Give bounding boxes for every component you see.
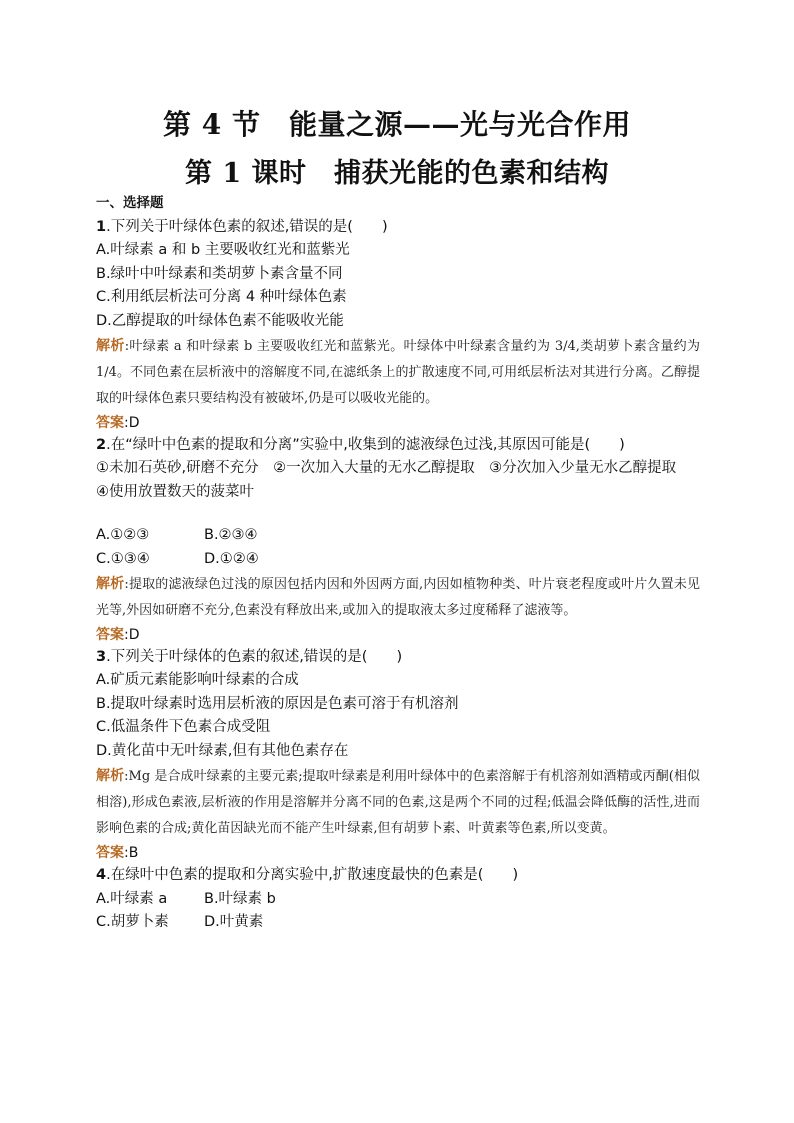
question-number: 3 [96, 649, 107, 666]
explanation-label: 解析 [96, 338, 125, 355]
option-row-2 [96, 911, 700, 934]
answer-value: :D [124, 415, 140, 432]
question-number: 4 [96, 867, 107, 884]
content-body [96, 193, 700, 934]
question-1 [96, 216, 700, 434]
explanation-label: 解析 [96, 576, 125, 593]
question-3 [96, 646, 700, 864]
answer-label: 答案 [96, 845, 124, 862]
option-b: B.绿叶中叶绿素和类胡萝卜素含量不同 [96, 265, 343, 282]
question-number: 2 [96, 437, 107, 454]
explanation-text: :叶绿素 a 和叶绿素 b 主要吸收红光和蓝紫光。叶绿体中叶绿素含量约为 3/4,类胡萝卜素含量约为 1/4。不同色素在层析液中的溶解度不同,在滤纸条上的扩散速度不同,可用纸层析法对其进行分离。乙醇提取的叶绿体色素只要结构没有被破坏,仍是可以吸收光能的。 [96, 339, 701, 407]
answer [96, 624, 700, 646]
question-stem [96, 434, 700, 457]
question-number: 1 [96, 219, 107, 235]
answer [96, 412, 700, 434]
option-row-2 [96, 548, 700, 571]
spacer [96, 504, 700, 524]
answer-label: 答案 [96, 415, 124, 432]
question-stem [96, 864, 700, 887]
option-row-1 [96, 888, 700, 911]
option-c: C.利用纸层析法可分离 4 种叶绿体色素 [96, 289, 347, 306]
answer-value: :B [124, 845, 139, 862]
option-d: D.乙醇提取的叶绿体色素不能吸收光能 [96, 312, 344, 329]
answer-value: :D [124, 627, 140, 644]
question-stem [96, 216, 700, 239]
option-row-1 [96, 524, 700, 547]
explanation-label: 解析 [96, 768, 125, 785]
question-text: .下列关于叶绿体色素的叙述,错误的是( ) [106, 219, 388, 235]
option-d: D.①②④ [204, 550, 259, 567]
section-heading: 一、选择题 [96, 195, 164, 211]
question-statements: ①未加石英砂,研磨不充分 ②一次加入大量的无水乙醇提取 ③分次加入少量无水乙醇提取 ④使用放置数天的菠菜叶 [96, 460, 691, 500]
option-b: B.叶绿素 b [204, 890, 276, 907]
option-b: B.提取叶绿素时选用层析液的原因是色素可溶于有机溶剂 [96, 695, 459, 712]
option-a: A.矿质元素能影响叶绿素的合成 [96, 672, 299, 689]
question-text: .在绿叶中色素的提取和分离实验中,扩散速度最快的色素是( ) [106, 867, 519, 884]
question-4 [96, 864, 700, 934]
option-a: A.叶绿素 a [96, 890, 168, 907]
option-c: C.低温条件下色素合成受阻 [96, 719, 271, 736]
question-stem [96, 646, 700, 669]
option-b: B.②③④ [204, 527, 258, 544]
answer [96, 842, 700, 864]
question-text: .下列关于叶绿体的色素的叙述,错误的是( ) [106, 649, 403, 666]
explanation [96, 763, 700, 842]
question-text: .在“绿叶中色素的提取和分离”实验中,收集到的滤液绿色过浅,其原因可能是( ) [106, 437, 625, 454]
lesson-title: 第 1 课时 捕获光能的色素和结构 [184, 158, 610, 189]
option-c: C.胡萝卜素 [96, 913, 169, 930]
option-d: D.黄化苗中无叶绿素,但有其他色素存在 [96, 742, 349, 759]
question-2 [96, 434, 700, 646]
answer-label: 答案 [96, 627, 124, 644]
explanation [96, 571, 700, 624]
option-c: C.①③④ [96, 550, 150, 567]
explanation-text: :提取的滤液绿色过浅的原因包括内因和外因两方面,内因如植物种类、叶片衰老程度或叶片久置未见光等,外因如研磨不充分,色素没有释放出来,或加入的提取液太多过度稀释了滤液等。 [96, 577, 701, 619]
option-a: A.①②③ [96, 527, 150, 544]
explanation [96, 333, 700, 412]
explanation-text: :Mg 是合成叶绿素的主要元素;提取叶绿素是利用叶绿体中的色素溶解于有机溶剂如酒精或丙酮(相似相溶),形成色素液,层析液的作用是溶解并分离不同的色素,这是两个不同的过程;低温会降低酶的活性,进而影响色素的合成;黄化苗因缺光而不能产生叶绿素,但有胡萝卜素、叶黄素等色素,所以变黄。 [96, 769, 700, 837]
option-d: D.叶黄素 [204, 913, 264, 930]
section-title: 第 4 节 能量之源——光与光合作用 [163, 108, 631, 141]
option-a: A.叶绿素 a 和 b 主要吸收红光和蓝紫光 [96, 242, 350, 259]
